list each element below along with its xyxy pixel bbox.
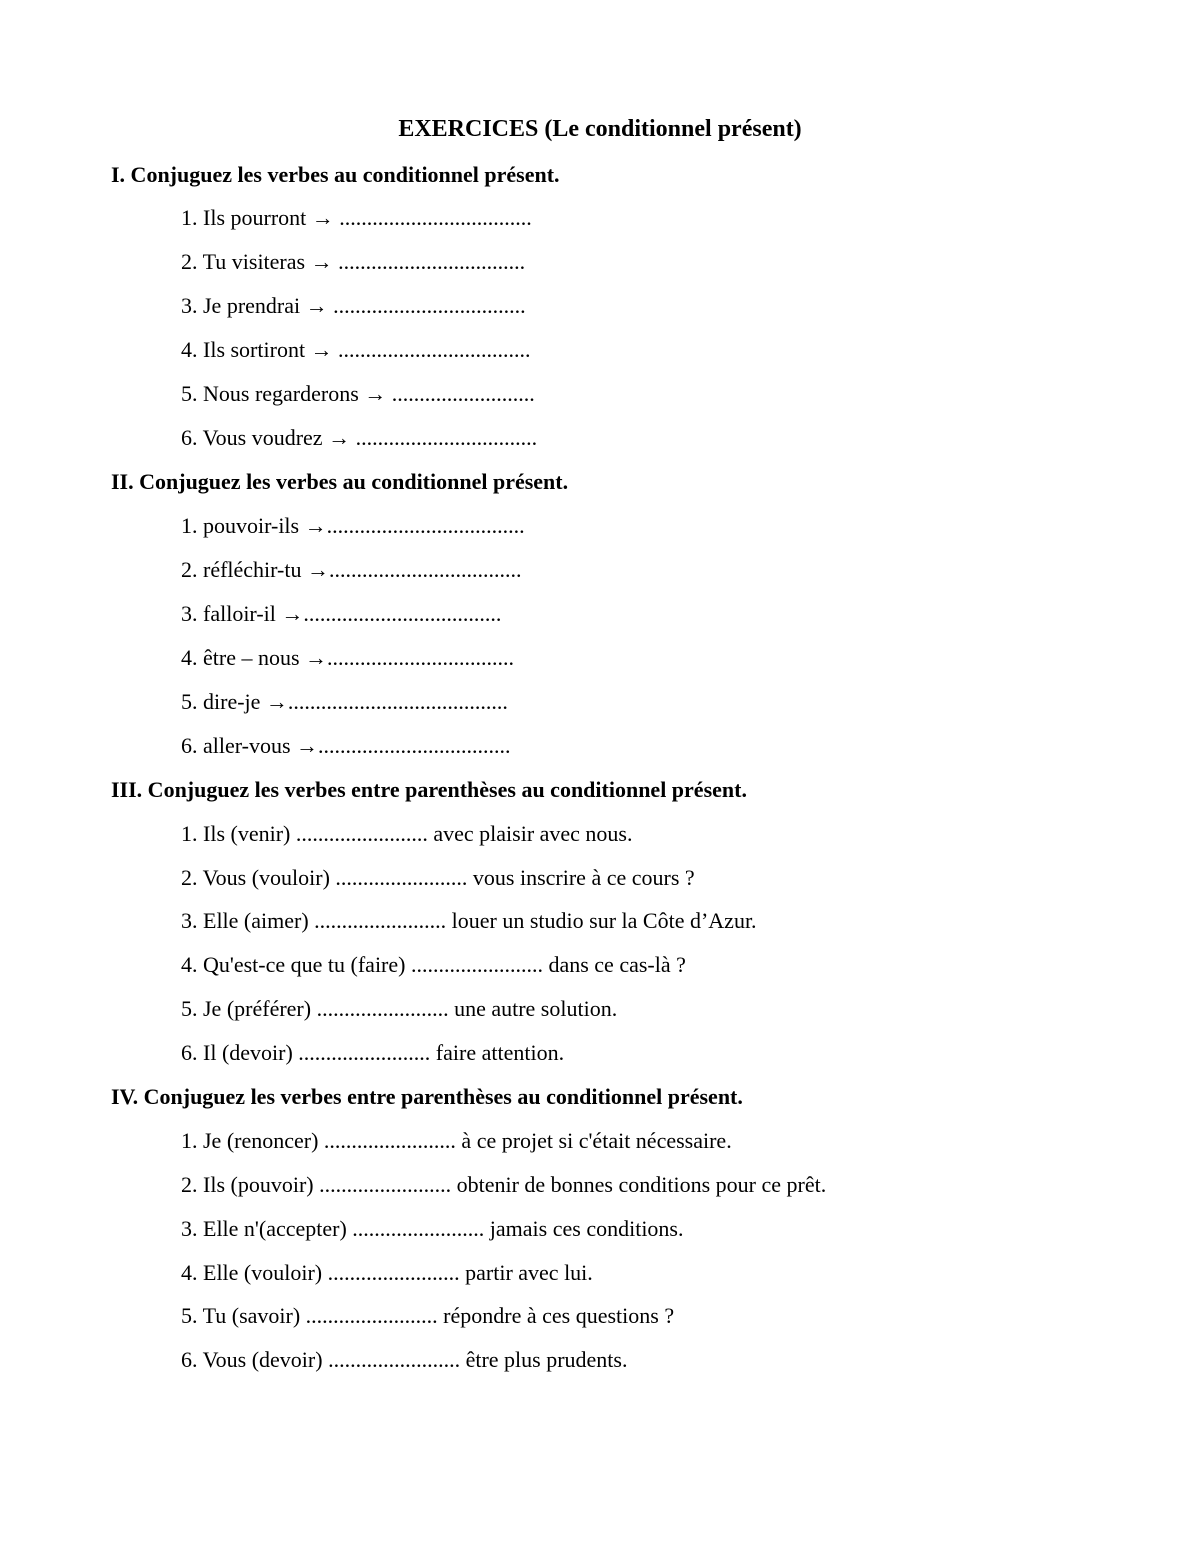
exercise-item: 4. être – nous →..................................	[181, 645, 515, 670]
exercise-item: 1. Ils (venir) ........................ avec plaisir avec nous.	[181, 821, 633, 846]
exercise-item: 6. Il (devoir) ........................ faire attention.	[181, 1040, 565, 1065]
exercise-item: 3. Je prendrai → ...................................	[181, 293, 526, 318]
exercise-item: 1. Je (renoncer) ........................ à ce projet si c'était nécessaire.	[181, 1128, 732, 1153]
exercise-item: 4. Ils sortiront → ...................................	[181, 337, 531, 362]
section-heading: IV. Conjuguez les verbes entre parenthèses au conditionnel présent.	[111, 1084, 743, 1109]
exercise-item: 6. Vous (devoir) ........................ être plus prudents.	[181, 1347, 628, 1372]
section-heading: II. Conjuguez les verbes au conditionnel présent.	[111, 469, 569, 494]
exercise-item: 6. Vous voudrez → .................................	[181, 425, 538, 450]
exercise-item: 6. aller-vous →...................................	[181, 733, 511, 758]
page-title: EXERCICES (Le conditionnel présent)	[398, 116, 802, 142]
exercise-item: 4. Qu'est-ce que tu (faire) ........................ dans ce cas-là ?	[181, 952, 686, 977]
exercise-item: 2. réfléchir-tu →...................................	[181, 557, 522, 582]
exercise-item: 3. falloir-il →....................................	[181, 601, 502, 626]
exercise-item: 2. Vous (vouloir) ........................ vous inscrire à ce cours ?	[181, 865, 695, 890]
exercise-item: 5. Tu (savoir) ........................ répondre à ces questions ?	[181, 1303, 675, 1328]
exercise-item: 1. Ils pourront → ...................................	[181, 205, 532, 230]
section-heading: I. Conjuguez les verbes au conditionnel présent.	[111, 162, 560, 187]
exercise-item: 3. Elle n'(accepter) ........................ jamais ces conditions.	[181, 1216, 684, 1241]
exercise-item: 2. Ils (pouvoir) ........................ obtenir de bonnes conditions pour ce prêt.	[181, 1172, 827, 1197]
exercise-item: 5. Je (préférer) ........................ une autre solution.	[181, 996, 618, 1021]
exercise-item: 2. Tu visiteras → ..................................	[181, 249, 526, 274]
exercise-item: 4. Elle (vouloir) ........................ partir avec lui.	[181, 1260, 593, 1285]
exercise-item: 1. pouvoir-ils →....................................	[181, 513, 525, 538]
exercise-item: 3. Elle (aimer) ........................ louer un studio sur la Côte d’Azur.	[181, 908, 757, 933]
exercise-item: 5. dire-je →........................................	[181, 689, 508, 714]
exercise-item: 5. Nous regarderons → ..........................	[181, 381, 535, 406]
section-heading: III. Conjuguez les verbes entre parenthèses au conditionnel présent.	[111, 777, 747, 802]
